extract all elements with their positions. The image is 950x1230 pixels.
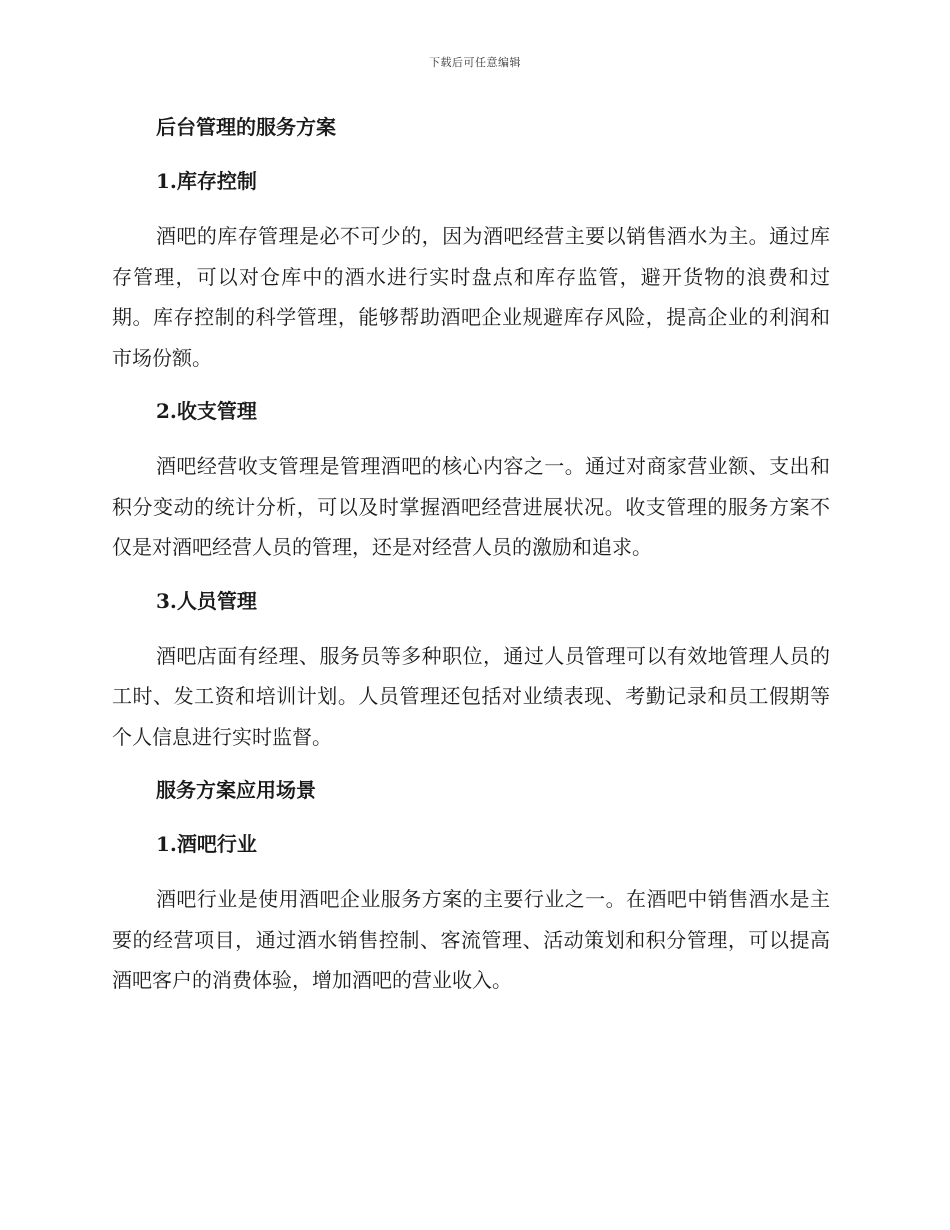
paragraph-bar-industry: 酒吧行业是使用酒吧企业服务方案的主要行业之一。在酒吧中销售酒水是主要的经营项目，通过酒水销售控制、客流管理、活动策划和积分管理，可以提高酒吧客户的消费体验，增加酒吧的营业收入。 — [112, 887, 830, 992]
subheading-staff: 3.人员管理 — [156, 588, 257, 613]
paragraph-inventory: 酒吧的库存管理是必不可少的，因为酒吧经营主要以销售酒水为主。通过库存管理，可以对仓库中的酒水进行实时盘点和库存监管，避开货物的浪费和过期。库存控制的科学管理，能够帮助酒吧企业规避库存风险，提高企业的利润和市场份额。 — [112, 224, 830, 370]
subheading-bar-industry: 1.酒吧行业 — [156, 832, 257, 856]
paragraph-finance: 酒吧经营收支管理是管理酒吧的核心内容之一。通过对商家营业额、支出和积分变动的统计分析，可以及时掌握酒吧经营进展状况。收支管理的服务方案不仅是对酒吧经营人员的管理，还是对经营人员的激励和追求。 — [112, 454, 830, 559]
section-heading-backend: 后台管理的服务方案 — [156, 115, 336, 139]
subheading-inventory: 1.库存控制 — [156, 169, 257, 193]
paragraph-staff: 酒吧店面有经理、服务员等多种职位，通过人员管理可以有效地管理人员的工时、发工资和培训计划。人员管理还包括对业绩表现、考勤记录和员工假期等个人信息进行实时监督。 — [112, 643, 830, 749]
page-header-note: 下载后可任意编辑 — [429, 56, 521, 69]
subheading-finance: 2.收支管理 — [156, 399, 257, 423]
section-heading-scenarios: 服务方案应用场景 — [156, 778, 316, 802]
document-body — [112, 108, 830, 1015]
